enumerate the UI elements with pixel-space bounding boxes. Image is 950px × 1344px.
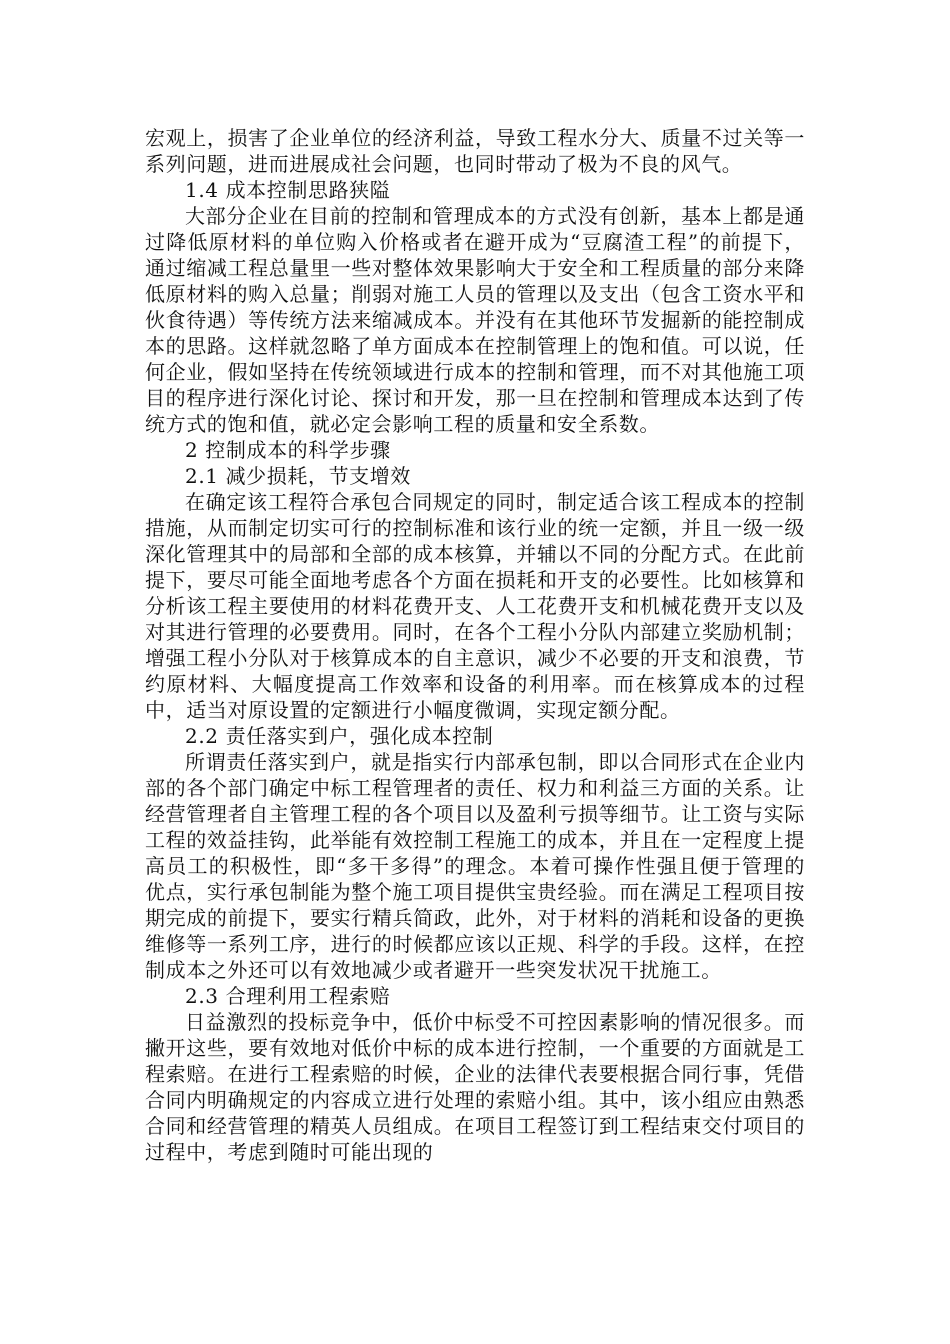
section-heading-1-4: 1.4 成本控制思路狭隘 bbox=[185, 178, 391, 202]
section-heading-2: 2 控制成本的科学步骤 bbox=[185, 438, 391, 462]
paragraph-1-4: 大部分企业在目前的控制和管理成本的方式没有创新，基本上都是通过降低原材料的单位购入价格或者在避开成为“豆腐渣工程”的前提下，通过缩减工程总量里一些对整体效果影响大于安全和工程质量的部分来降低原材料的购入总量；削弱对施工人员的管理以及支出（包含工资水平和伙食待遇）等传统方法来缩减成本。并没有在其他环节发掘新的能控制成本的思路。这样就忽略了单方面成本在控制管理上的饱和值。可以说，任何企业，假如坚持在传统领域进行成本的控制和管理，而不对其他施工项目的程序进行深化讨论、探讨和开发，那一旦在控制和管理成本达到了传统方式的饱和值，就必定会影响工程的质量和安全系数。 bbox=[145, 204, 805, 436]
paragraph-2-1: 在确定该工程符合承包合同规定的同时，制定适合该工程成本的控制措施，从而制定切实可行的控制标准和该行业的统一定额，并且一级一级深化管理其中的局部和全部的成本核算，并辅以不同的分配方式。在此前提下，要尽可能全面地考虑各个方面在损耗和开支的必要性。比如核算和分析该工程主要使用的材料花费开支、人工花费开支和机械花费开支以及对其进行管理的必要费用。同时，在各个工程小分队内部建立奖励机制；增强工程小分队对于核算成本的自主意识，减少不必要的开支和浪费，节约原材料、大幅度提高工作效率和设备的利用率。而在核算成本的过程中，适当对原设置的定额进行小幅度微调，实现定额分配。 bbox=[145, 490, 805, 722]
section-heading-2-3: 2.3 合理利用工程索赔 bbox=[185, 984, 391, 1008]
paragraph-2-3: 日益激烈的投标竞争中，低价中标受不可控因素影响的情况很多。而撇开这些，要有效地对低价中标的成本进行控制，一个重要的方面就是工程索赔。在进行工程索赔的时候，企业的法律代表要根据合同行事，凭借合同内明确规定的内容成立进行处理的索赔小组。其中，该小组应由熟悉合同和经营管理的精英人员组成。在项目工程签订到工程结束交付项目的过程中，考虑到随时可能出现的 bbox=[145, 1010, 805, 1164]
section-heading-2-2: 2.2 责任落实到户，强化成本控制 bbox=[185, 724, 494, 748]
document-page bbox=[145, 125, 805, 1165]
section-heading-2-1: 2.1 减少损耗，节支增效 bbox=[185, 464, 411, 488]
paragraph-intro-continuation: 宏观上，损害了企业单位的经济利益，导致工程水分大、质量不过关等一系列问题，进而进展成社会问题，也同时带动了极为不良的风气。 bbox=[145, 126, 805, 176]
paragraph-2-2: 所谓责任落实到户，就是指实行内部承包制，即以合同形式在企业内部的各个部门确定中标工程管理者的责任、权力和利益三方面的关系。让经营管理者自主管理工程的各个项目以及盈利亏损等细节。让工资与实际工程的效益挂钩，此举能有效控制工程施工的成本，并且在一定程度上提高员工的积极性，即“多干多得”的理念。本着可操作性强且便于管理的优点，实行承包制能为整个施工项目提供宝贵经验。而在满足工程项目按期完成的前提下，要实行精兵简政，此外，对于材料的消耗和设备的更换维修等一系列工序，进行的时候都应该以正规、科学的手段。这样，在控制成本之外还可以有效地减少或者避开一些突发状况干扰施工。 bbox=[145, 750, 805, 982]
